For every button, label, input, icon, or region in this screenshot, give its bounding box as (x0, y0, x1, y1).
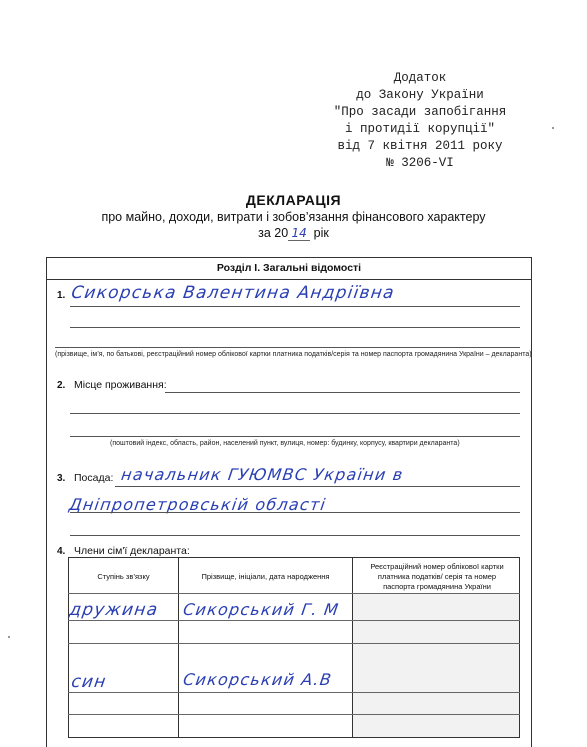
addendum-line: "Про засади запобігання (333, 105, 507, 119)
table-header-tax-id: Реєстраційний номер облікової картки платника податків/ серія та номер паспорта громадянина України (370, 562, 504, 591)
year-prefix: за 20 (258, 226, 289, 240)
addendum-line: від 7 квітня 2011 року (337, 139, 503, 153)
document-subtitle: про майно, доходи, витрати і зобов’язання фінансового характеру (101, 210, 486, 224)
addendum-block (300, 70, 540, 172)
item-1-line-3 (55, 347, 520, 348)
item-1-caption: (прізвище, ім’я, по батькові, реєстраційний номер облікової картки платника податків/серія та номер паспорта громадянина України – декларанта) (55, 351, 532, 358)
item-2-label: Місце проживання: (74, 379, 167, 391)
item-3-line-2 (70, 512, 520, 513)
addendum-line: № 3206-VI (386, 156, 454, 170)
table-row-line (68, 714, 520, 715)
addendum-line: і протидії корупції" (344, 122, 496, 136)
section-divider (46, 279, 532, 280)
table-cell-name: Сикорський Г. М (182, 600, 341, 619)
table-row-line (68, 620, 520, 621)
table-header-name: Прізвище, ініціали, дата народження (201, 572, 330, 581)
year-line (0, 226, 587, 241)
table-row-line (68, 643, 520, 644)
scan-speck (552, 127, 554, 129)
table-cell-relation: син (70, 672, 108, 692)
item-1-number: 1. (57, 290, 66, 301)
item-4-number: 4. (57, 546, 66, 557)
year-suffix: рік (313, 226, 329, 240)
item-2-caption: (поштовий індекс, область, район, населений пункт, вулиця, номер: будинку, корпусу, квартири декларанта) (110, 440, 460, 447)
table-row-line (68, 692, 520, 693)
item-3-line-1 (115, 486, 520, 487)
table-header-relation: Ступінь зв’язку (97, 572, 150, 581)
item-1-handwritten-name: Сикорська Валентина Андріївна (70, 283, 397, 303)
redacted-column (353, 594, 519, 737)
item-2-line-1 (165, 392, 520, 393)
item-3-number: 3. (57, 473, 66, 484)
addendum-line: Додаток (393, 71, 447, 85)
document-title: ДЕКЛАРАЦІЯ (245, 192, 342, 208)
item-2-line-2 (70, 413, 520, 414)
item-3-line-3 (70, 535, 520, 536)
table-cell-name: Сикорський А.В (182, 670, 334, 689)
item-3-handwritten-position-2: Дніпропетровській області (68, 495, 328, 514)
item-2-line-3 (70, 436, 520, 437)
item-3-handwritten-position-1: начальник ГУЮМВС України в (120, 465, 405, 484)
item-1-line-2 (70, 327, 520, 328)
scan-speck (8, 636, 10, 638)
section-title: Розділ I. Загальні відомості (216, 262, 362, 274)
table-cell-relation: дружина (68, 600, 160, 620)
item-3-label: Посада: (74, 472, 114, 484)
table-column-divider (178, 557, 179, 738)
item-2-number: 2. (57, 380, 66, 391)
year-handwritten: 14 (288, 226, 310, 241)
item-1-line-1 (70, 306, 520, 307)
addendum-line: до Закону України (356, 88, 484, 102)
item-4-label: Члени сім'ї декларанта: (74, 545, 190, 557)
